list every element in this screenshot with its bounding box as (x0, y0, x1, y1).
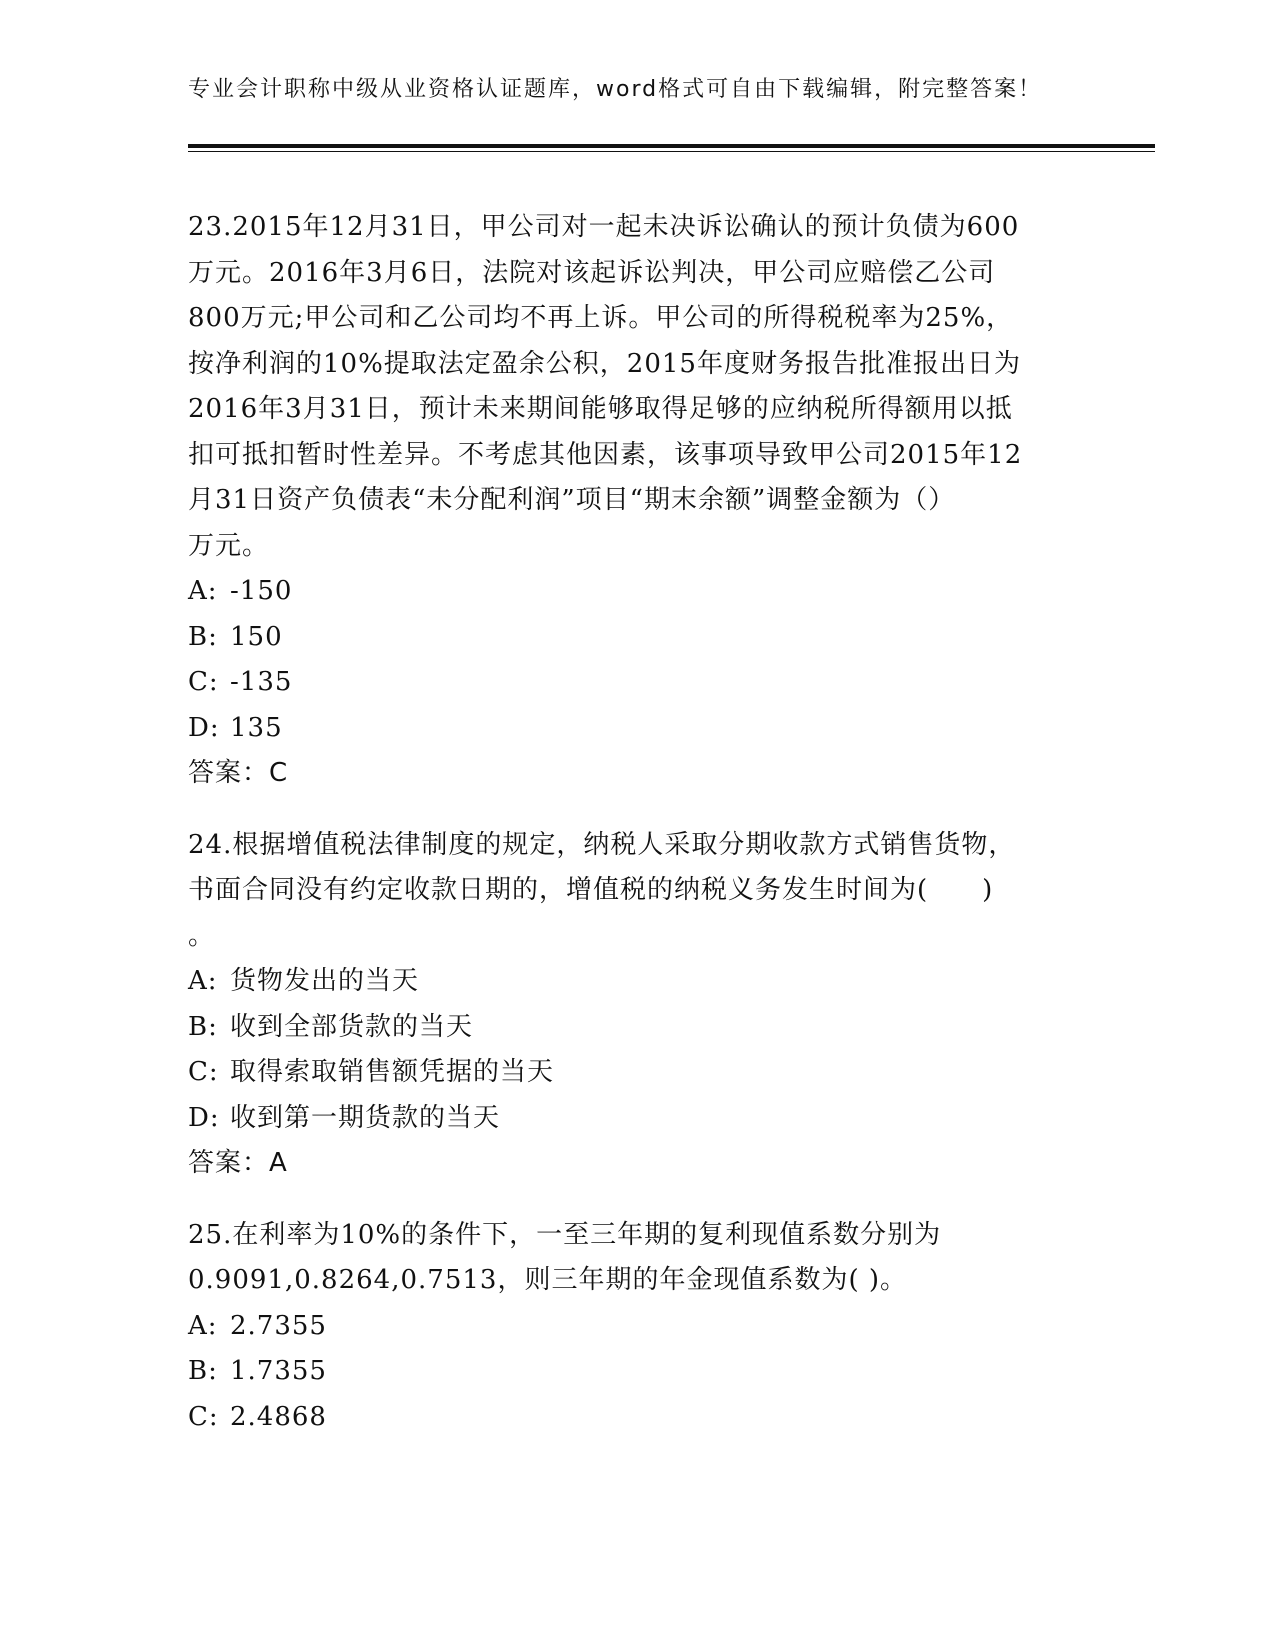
question-text-line: 月31日资产负债表“未分配利润”项目“期末余额”调整金额为（） (188, 485, 956, 515)
option-text: 收到全部货款的当天 (230, 1011, 474, 1042)
question-text-line: 按净利润的10%提取法定盈余公积，2015年度财务报告批准报出日为 (188, 348, 1021, 379)
header-divider-thin (188, 151, 1155, 152)
option-b (188, 1005, 1088, 1051)
question-text-line: 万元。2016年3月6日，法院对该起诉讼判决，甲公司应赔偿乙公司 (188, 257, 996, 288)
option-letter: C: (188, 667, 219, 697)
option-text: 2.4868 (230, 1401, 327, 1432)
question-24 (188, 823, 1088, 1187)
option-a (188, 959, 1088, 1005)
option-letter: B: (188, 621, 218, 652)
option-text: 135 (230, 712, 283, 743)
answer-line: 答案：A (188, 1148, 288, 1178)
option-text: 150 (230, 621, 283, 652)
header-divider-thick (188, 144, 1155, 148)
option-d (188, 1096, 1088, 1142)
page-header-title: 专业会计职称中级从业资格认证题库，word格式可自由下载编辑，附完整答案！ (188, 77, 1043, 102)
option-text: 取得索取销售额凭据的当天 (230, 1057, 555, 1087)
question-text-line: 0.9091,0.8264,0.7513，则三年期的年金现值系数为( )。 (188, 1265, 908, 1295)
question-text-line: 万元。 (188, 530, 270, 561)
question-text-line: 23.2015年12月31日，甲公司对一起未决诉讼确认的预计负债为600 (188, 212, 1020, 242)
option-text: 2.7355 (230, 1310, 327, 1341)
option-b (188, 1349, 1088, 1395)
question-text-line: 扣可抵扣暂时性差异。不考虑其他因素，该事项导致甲公司2015年12 (188, 439, 1023, 470)
question-text-line: 24.根据增值税法律制度的规定，纳税人采取分期收款方式销售货物， (188, 829, 1016, 860)
option-letter: B: (188, 1011, 218, 1042)
question-text-line: 25.在利率为10%的条件下，一至三年期的复利现值系数分别为 (188, 1219, 942, 1250)
option-c (188, 660, 1088, 706)
option-text: 1.7355 (230, 1356, 327, 1386)
option-d (188, 706, 1088, 752)
option-c (188, 1050, 1088, 1096)
option-letter: A: (188, 1310, 218, 1341)
answer-line: 答案：C (188, 758, 289, 788)
question-25 (188, 1213, 1088, 1441)
option-a (188, 569, 1088, 615)
option-text: -135 (230, 667, 293, 697)
option-letter: A: (188, 966, 218, 996)
option-text: -150 (230, 576, 293, 606)
question-text-line: 书面合同没有约定收款日期的，增值税的纳税义务发生时间为( ) (188, 875, 994, 905)
option-text: 收到第一期货款的当天 (230, 1102, 501, 1133)
question-text-line: 800万元;甲公司和乙公司均不再上诉。甲公司的所得税税率为25%， (188, 303, 1014, 333)
option-a (188, 1304, 1088, 1350)
option-letter: D: (188, 712, 220, 743)
option-letter: D: (188, 1102, 220, 1133)
option-text: 货物发出的当天 (230, 966, 420, 996)
option-c (188, 1395, 1088, 1441)
option-letter: B: (188, 1356, 218, 1386)
question-23 (188, 205, 1088, 797)
question-text-line: 。 (188, 920, 216, 951)
option-b (188, 615, 1088, 661)
question-text-line: 2016年3月31日，预计未来期间能够取得足够的应纳税所得额用以抵 (188, 394, 1013, 424)
question-list (188, 205, 1088, 1466)
option-letter: C: (188, 1057, 219, 1087)
option-letter: A: (188, 576, 218, 606)
option-letter: C: (188, 1401, 219, 1432)
